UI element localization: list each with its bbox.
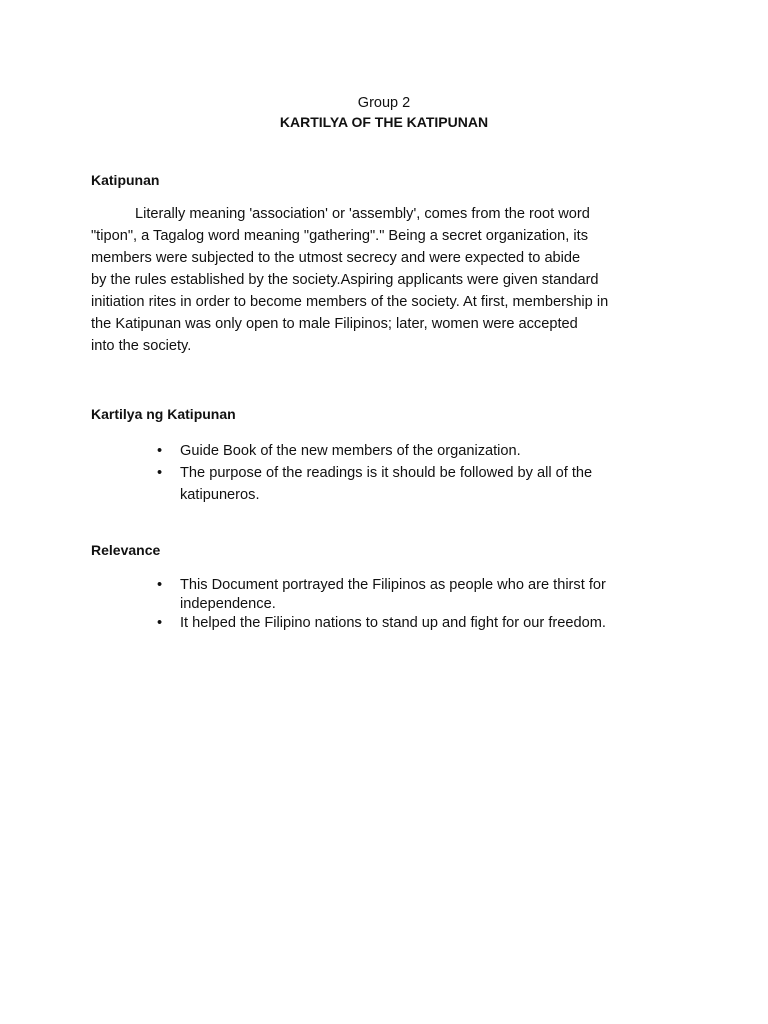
paragraph-line: initiation rites in order to become members of the society. At first, membership in (91, 294, 609, 310)
heading-kartilya: Kartilya ng Katipunan (91, 406, 236, 422)
paragraph-line: members were subjected to the utmost secrecy and were expected to abide (91, 250, 581, 266)
kartilya-bullet-list (155, 440, 675, 506)
paragraph-line: by the rules established by the society.Aspiring applicants were given standard (91, 272, 599, 288)
list-item (155, 614, 675, 633)
paragraph-line: into the society. (91, 338, 192, 354)
list-item (155, 576, 675, 614)
bullet-icon: • (157, 577, 163, 593)
paragraph-line: "tipon", a Tagalog word meaning "gathering"." Being a secret organization, its (91, 228, 588, 244)
list-item-text: Guide Book of the new members of the organization. (180, 443, 521, 459)
list-item-text: This Document portrayed the Filipinos as people who are thirst for (180, 577, 606, 593)
document-title: KARTILYA OF THE KATIPUNAN (279, 114, 489, 130)
list-item-text: katipuneros. (180, 487, 260, 503)
group-label: Group 2 (357, 95, 411, 111)
list-item (155, 462, 675, 506)
paragraph-line: the Katipunan was only open to male Filipinos; later, women were accepted (91, 316, 578, 332)
paragraph-line: Literally meaning 'association' or 'assembly', comes from the root word (135, 206, 590, 222)
bullet-icon: • (157, 615, 163, 631)
bullet-icon: • (157, 443, 163, 459)
katipunan-paragraph (91, 203, 661, 357)
document-header (0, 94, 768, 131)
heading-relevance: Relevance (91, 542, 161, 558)
list-item-text: independence. (180, 596, 276, 612)
list-item (155, 440, 675, 462)
relevance-bullet-list (155, 576, 675, 633)
list-item-text: It helped the Filipino nations to stand up and fight for our freedom. (180, 615, 606, 631)
bullet-icon: • (157, 465, 163, 481)
heading-katipunan: Katipunan (91, 172, 160, 188)
list-item-text: The purpose of the readings is it should be followed by all of the (180, 465, 593, 481)
